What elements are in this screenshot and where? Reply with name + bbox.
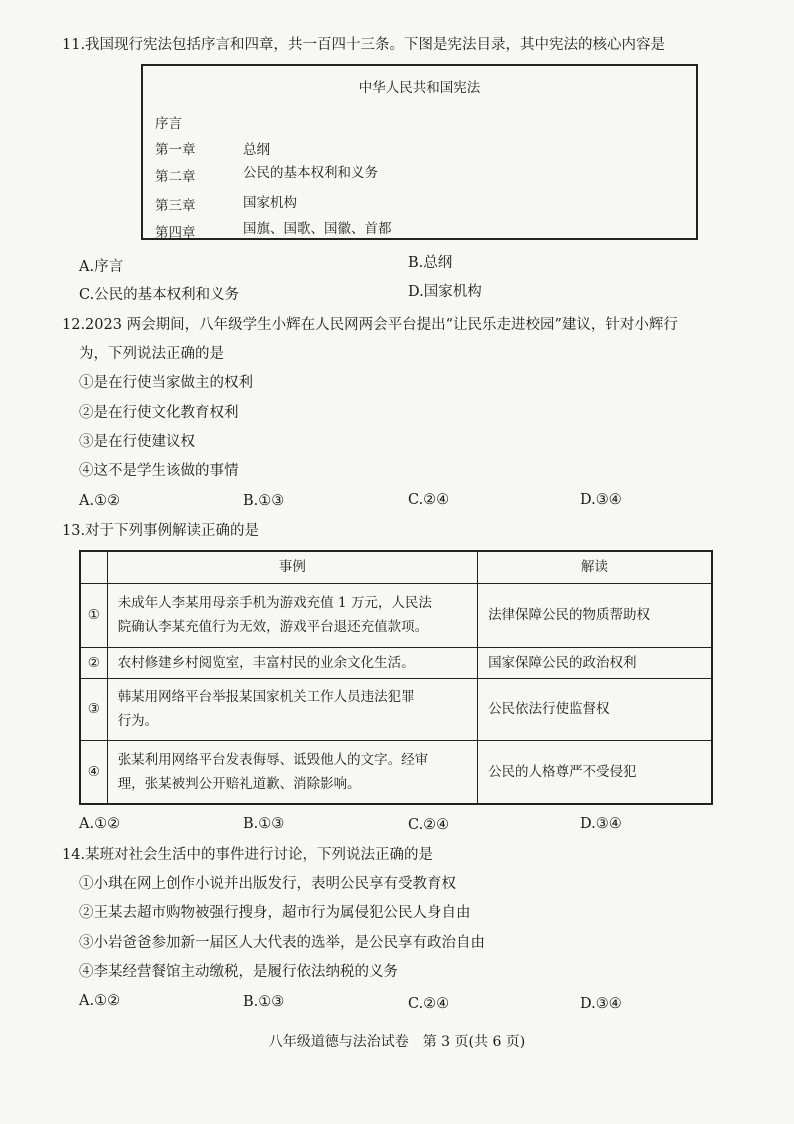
q12-option-a: A.①②	[79, 493, 121, 509]
q12-option-c: C.②④	[408, 492, 450, 508]
table-header-case: 事例	[107, 551, 477, 583]
q14-item: ①小琪在网上创作小说并出版发行，表明公民享有受教育权	[79, 876, 456, 892]
q14-option-c: C.②④	[408, 996, 450, 1012]
q14-option-a: A.①②	[79, 993, 121, 1009]
q13-option-c: C.②④	[408, 817, 450, 833]
q11-option-c: C.公民的基本权利和义务	[79, 287, 240, 303]
row-case	[107, 583, 477, 647]
case-table	[79, 550, 713, 805]
chapter-name: 国旗、国歌、国徽、首都	[243, 221, 392, 237]
row-num: ④	[80, 740, 107, 804]
row-num: ①	[80, 583, 107, 647]
row-case-line: 张某利用网络平台发表侮辱、诋毁他人的文字。经审	[117, 751, 429, 768]
q12-stem-line1: 12.2023 两会期间，八年级学生小辉在人民网两会平台提出“让民乐走进校园”建议，针对小辉行	[62, 317, 678, 333]
q12-stem-line2: 为，下列说法正确的是	[79, 346, 224, 362]
row-reading: 公民的人格尊严不受侵犯	[478, 740, 712, 804]
q14-item: ④李某经营餐馆主动缴税，是履行依法纳税的义务	[79, 964, 398, 980]
q11-option-a: A.序言	[79, 259, 124, 275]
row-case	[107, 647, 477, 678]
q12-item: ①是在行使当家做主的权利	[79, 375, 253, 391]
row-reading: 国家保障公民的政治权利	[478, 647, 712, 678]
q13-option-d: D.③④	[580, 816, 622, 832]
box-title: 中华人民共和国宪法	[358, 80, 481, 96]
table-row	[80, 583, 712, 647]
table-header-reading: 解读	[478, 551, 712, 583]
q12-option-b: B.①③	[243, 493, 285, 509]
table-row	[80, 740, 712, 804]
q14-item: ②王某去超市购物被强行搜身，超市行为属侵犯公民人身自由	[79, 905, 471, 921]
row-case-line: 院确认李某充值行为无效，游戏平台退还充值款项。	[117, 619, 429, 635]
constitution-contents-box	[141, 64, 698, 240]
table-row	[80, 678, 712, 740]
q11-option-d: D.国家机构	[408, 284, 482, 300]
q12-item: ③是在行使建议权	[79, 434, 195, 450]
row-case-line: 理，张某被判公开赔礼道歉、消除影响。	[117, 775, 361, 792]
table-row	[80, 647, 712, 678]
page-footer: 八年级道德与法治试卷 第 3 页(共 6 页)	[268, 1034, 526, 1050]
row-case-line: 行为。	[117, 713, 159, 729]
chapter-name: 公民的基本权利和义务	[243, 165, 378, 181]
row-case-line: 未成年人李某用母亲手机为游戏充值 1 万元，人民法	[117, 595, 432, 611]
chapter-name: 国家机构	[243, 195, 297, 211]
q12-item: ④这不是学生该做的事情	[79, 463, 239, 479]
row-case-line: 韩某用网络平台举报某国家机关工作人员违法犯罪	[117, 689, 415, 705]
row-reading: 公民依法行使监督权	[478, 678, 712, 740]
row-num: ③	[80, 678, 107, 740]
chapter-num: 第四章	[155, 225, 196, 241]
q13-option-a: A.①②	[79, 816, 121, 832]
table-header-num	[80, 551, 107, 583]
q13-stem: 13.对于下列事例解读正确的是	[62, 523, 260, 539]
q14-option-b: B.①③	[243, 994, 285, 1010]
chapter-num: 第一章	[155, 142, 196, 158]
q11-option-b: B.总纲	[408, 255, 453, 271]
row-case	[107, 678, 477, 740]
row-num: ②	[80, 647, 107, 678]
box-preface: 序言	[155, 116, 182, 132]
chapter-num: 第三章	[155, 198, 196, 214]
q14-stem: 14.某班对社会生活中的事件进行讨论，下列说法正确的是	[62, 847, 434, 863]
row-case	[107, 740, 477, 804]
table-header-row	[80, 551, 712, 583]
row-case-line: 农村修建乡村阅览室，丰富村民的业余文化生活。	[117, 654, 415, 671]
q14-item: ③小岩爸爸参加新一届区人大代表的选举，是公民享有政治自由	[79, 935, 485, 951]
q14-option-d: D.③④	[580, 996, 622, 1012]
q12-option-d: D.③④	[580, 492, 622, 508]
row-reading: 法律保障公民的物质帮助权	[478, 583, 712, 647]
q13-option-b: B.①③	[243, 816, 285, 832]
chapter-name: 总纲	[243, 142, 270, 158]
chapter-num: 第二章	[155, 169, 196, 185]
q12-item: ②是在行使文化教育权利	[79, 405, 239, 421]
q11-stem: 11.我国现行宪法包括序言和四章，共一百四十三条。下图是宪法目录，其中宪法的核心内容是	[62, 37, 666, 53]
